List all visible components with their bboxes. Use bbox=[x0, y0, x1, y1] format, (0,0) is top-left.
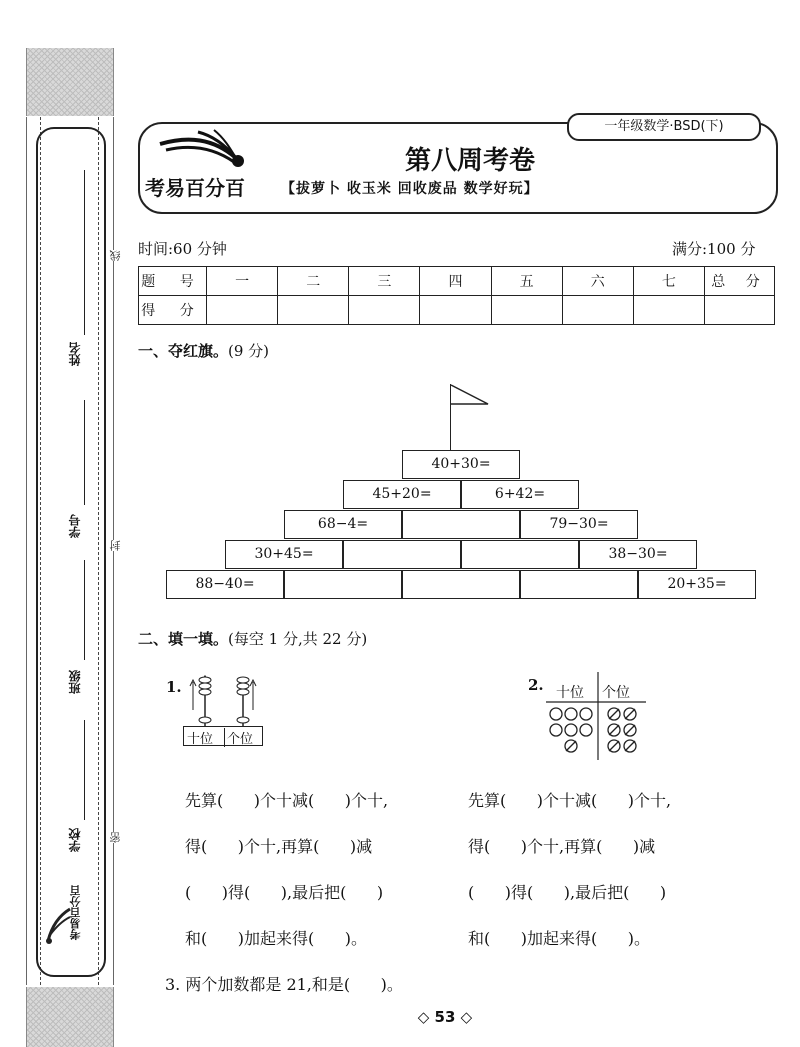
brand-logo-icon bbox=[158, 128, 248, 174]
q2-line-4: 和( )加起来得( )。 bbox=[468, 929, 651, 948]
student-id-line bbox=[84, 400, 85, 505]
score-cell[interactable] bbox=[562, 296, 633, 325]
pyramid-brick bbox=[402, 510, 520, 539]
binding-hatch-top bbox=[26, 48, 114, 116]
section-1-points: (9 分) bbox=[228, 342, 270, 360]
school-label: 学校 bbox=[68, 828, 82, 852]
exam-full-score: 满分:100 分 bbox=[672, 240, 756, 258]
brand-name: 考易百分百 bbox=[145, 176, 245, 200]
name-label: 姓名 bbox=[68, 342, 82, 366]
place-value-chart bbox=[546, 672, 646, 762]
q1-line-1: 先算( )个十减( )个十, bbox=[185, 791, 389, 810]
page-number: ◇ 53 ◇ bbox=[417, 1008, 473, 1026]
row-header-question: 题 号 bbox=[139, 267, 207, 296]
flag-icon bbox=[450, 384, 492, 408]
exam-time: 时间:60 分钟 bbox=[138, 240, 227, 258]
section-1-heading: 一、夺红旗。 bbox=[138, 342, 229, 360]
column-header: 五 bbox=[491, 267, 562, 296]
pyramid-brick: 30+45= bbox=[225, 540, 343, 569]
score-table-score-row bbox=[139, 296, 775, 325]
score-cell[interactable] bbox=[633, 296, 704, 325]
column-header: 四 bbox=[420, 267, 491, 296]
column-header: 一 bbox=[207, 267, 278, 296]
score-cell[interactable] bbox=[207, 296, 278, 325]
column-header: 七 bbox=[633, 267, 704, 296]
column-header: 六 bbox=[562, 267, 633, 296]
section-2-points: (每空 1 分,共 22 分) bbox=[228, 630, 368, 648]
page-title: 第八周考卷 bbox=[404, 146, 535, 176]
abacus-base bbox=[183, 726, 263, 746]
q2-line-3: ( )得( ),最后把( ) bbox=[468, 883, 667, 902]
pyramid-brick: 79−30= bbox=[520, 510, 638, 539]
section-2-heading: 二、填一填。 bbox=[138, 630, 229, 648]
seal-line-char: 线 bbox=[109, 250, 122, 261]
pyramid-brick: 40+30= bbox=[402, 450, 520, 479]
tagline: 【拔萝卜 收玉米 回收废品 数学好玩】 bbox=[281, 181, 539, 197]
score-table bbox=[138, 266, 775, 325]
column-header: 三 bbox=[349, 267, 420, 296]
binding-hatch-bottom bbox=[26, 987, 114, 1047]
pyramid-brick: 20+35= bbox=[638, 570, 756, 599]
pyramid-brick: 6+42= bbox=[461, 480, 579, 509]
binder-brand: 考易百分百 bbox=[69, 885, 82, 940]
q1-line-4: 和( )加起来得( )。 bbox=[185, 929, 368, 948]
score-cell[interactable] bbox=[349, 296, 420, 325]
name-line bbox=[84, 170, 85, 335]
score-cell[interactable] bbox=[420, 296, 491, 325]
score-cell[interactable] bbox=[491, 296, 562, 325]
pyramid-brick: 88−40= bbox=[166, 570, 284, 599]
pyramid-brick bbox=[520, 570, 638, 599]
row-header-score: 得 分 bbox=[139, 296, 207, 325]
q2-line-2: 得( )个十,再算( )减 bbox=[468, 837, 656, 856]
abacus-tens-label: 十位 bbox=[187, 732, 214, 747]
pv-tens-label: 十位 bbox=[556, 685, 584, 701]
seal-secret-char: 密 bbox=[109, 832, 122, 843]
section-1-title bbox=[138, 340, 269, 361]
pyramid-brick: 45+20= bbox=[343, 480, 461, 509]
q1-line-3: ( )得( ),最后把( ) bbox=[185, 883, 384, 902]
q3-question: 3. 两个加数都是 21,和是( )。 bbox=[165, 975, 403, 994]
student-id-label: 学号 bbox=[68, 514, 82, 538]
abacus-icon bbox=[183, 670, 263, 728]
score-cell[interactable] bbox=[278, 296, 349, 325]
q1-line-2: 得( )个十,再算( )减 bbox=[185, 837, 373, 856]
pyramid-brick: 68−4= bbox=[284, 510, 402, 539]
seal-seal-char: 封 bbox=[109, 540, 122, 551]
abacus-ones-label: 个位 bbox=[224, 728, 253, 747]
pv-ones-label: 个位 bbox=[602, 685, 630, 701]
pyramid-brick bbox=[402, 570, 520, 599]
column-header: 二 bbox=[278, 267, 349, 296]
pyramid-brick bbox=[343, 540, 461, 569]
grade-label: 一年级数学·BSD(下) bbox=[567, 113, 761, 141]
score-table-header-row bbox=[139, 267, 775, 296]
class-line bbox=[84, 560, 85, 660]
pyramid-brick bbox=[461, 540, 579, 569]
q2-number: 2. bbox=[528, 676, 544, 694]
score-cell[interactable] bbox=[705, 296, 775, 325]
school-line bbox=[84, 720, 85, 820]
q2-line-1: 先算( )个十减( )个十, bbox=[468, 791, 672, 810]
class-label: 班级 bbox=[68, 670, 82, 694]
column-header-total: 总 分 bbox=[705, 267, 775, 296]
section-2-title bbox=[138, 628, 367, 649]
q1-number: 1. bbox=[166, 678, 182, 696]
pyramid-brick bbox=[284, 570, 402, 599]
pyramid-brick: 38−30= bbox=[579, 540, 697, 569]
